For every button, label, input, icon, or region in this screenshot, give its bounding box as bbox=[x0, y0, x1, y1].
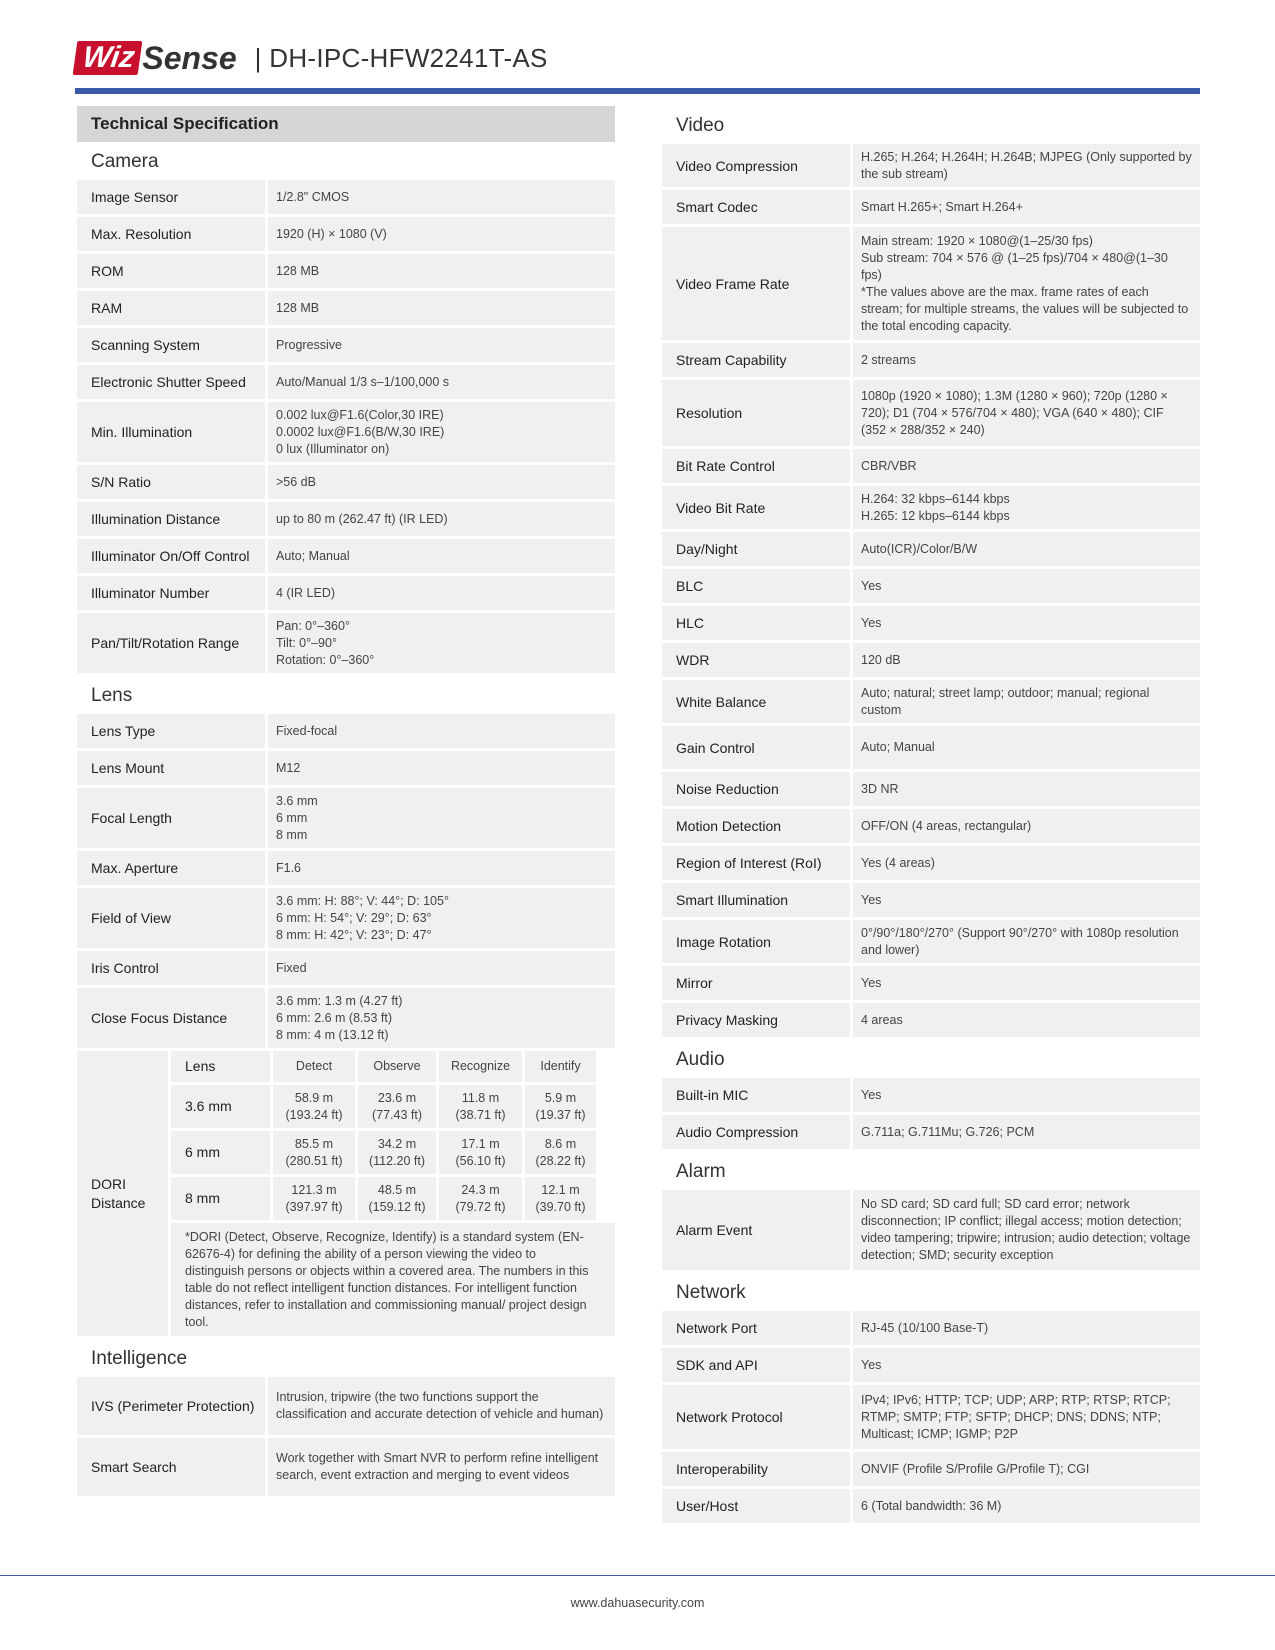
spec-row bbox=[77, 502, 615, 536]
spec-value: 4 areas bbox=[853, 1003, 1200, 1037]
model-title: | DH-IPC-HFW2241T-AS bbox=[254, 42, 548, 73]
spec-row bbox=[662, 772, 1200, 806]
section-heading: Camera bbox=[91, 151, 159, 172]
spec-row bbox=[662, 1311, 1200, 1345]
spec-value: Yes bbox=[853, 1348, 1200, 1382]
spec-key: Field of View bbox=[77, 888, 265, 948]
spec-value: H.264: 32 kbps–6144 kbps H.265: 12 kbps–6144 kbps bbox=[853, 486, 1200, 529]
section-heading: Lens bbox=[91, 685, 133, 706]
spec-key: Image Rotation bbox=[662, 920, 850, 963]
spec-row bbox=[662, 920, 1200, 963]
spec-row bbox=[77, 888, 615, 948]
spec-value: Auto; Manual bbox=[853, 726, 1200, 769]
spec-value: 0°/90°/180°/270° (Support 90°/270° with 1080p resolution and lower) bbox=[853, 920, 1200, 963]
spec-key: WDR bbox=[662, 643, 850, 677]
dori-cell: 8 mm bbox=[171, 1177, 270, 1220]
spec-value: Yes bbox=[853, 606, 1200, 640]
section-heading: Audio bbox=[676, 1049, 725, 1070]
spec-row bbox=[662, 144, 1200, 187]
spec-row bbox=[662, 1078, 1200, 1112]
dori-header-row bbox=[171, 1051, 615, 1082]
spec-key: Smart Illumination bbox=[662, 883, 850, 917]
spec-value: Yes (4 areas) bbox=[853, 846, 1200, 880]
dori-cell: 85.5 m (280.51 ft) bbox=[273, 1131, 355, 1174]
spec-value: ONVIF (Profile S/Profile G/Profile T); CGI bbox=[853, 1452, 1200, 1486]
dori-cell: 3.6 mm bbox=[171, 1085, 270, 1128]
spec-key: Max. Resolution bbox=[77, 217, 265, 251]
spec-row bbox=[662, 883, 1200, 917]
spec-key: ROM bbox=[77, 254, 265, 288]
spec-key: Network Protocol bbox=[662, 1385, 850, 1449]
spec-row bbox=[77, 1377, 615, 1435]
spec-key: Pan/Tilt/Rotation Range bbox=[77, 613, 265, 673]
spec-key: Smart Search bbox=[77, 1438, 265, 1496]
spec-value: Yes bbox=[853, 966, 1200, 1000]
spec-value: RJ-45 (10/100 Base-T) bbox=[853, 1311, 1200, 1345]
dori-cell: 24.3 m (79.72 ft) bbox=[439, 1177, 522, 1220]
spec-value: Fixed bbox=[268, 951, 615, 985]
spec-row bbox=[77, 988, 615, 1048]
dori-cell: 8.6 m (28.22 ft) bbox=[525, 1131, 596, 1174]
spec-value: Auto; Manual bbox=[268, 539, 615, 573]
spec-value: Main stream: 1920 × 1080@(1–25/30 fps) Sub stream: 704 × 576 @ (1–25 fps)/704 × 480@(1–30 fps) *The values above are the max. frame rates of each stream; for multiple streams, the values will be subjected to the total encoding capacity. bbox=[853, 227, 1200, 340]
dori-header-cell: Detect bbox=[273, 1051, 355, 1082]
spec-value: 128 MB bbox=[268, 254, 615, 288]
spec-key: Resolution bbox=[662, 380, 850, 446]
spec-key: Built-in MIC bbox=[662, 1078, 850, 1112]
spec-value: 6 (Total bandwidth: 36 M) bbox=[853, 1489, 1200, 1523]
spec-key: Scanning System bbox=[77, 328, 265, 362]
spec-row bbox=[77, 402, 615, 462]
spec-value: 3.6 mm: 1.3 m (4.27 ft) 6 mm: 2.6 m (8.53 ft) 8 mm: 4 m (13.12 ft) bbox=[268, 988, 615, 1048]
header bbox=[75, 38, 548, 78]
spec-row bbox=[77, 291, 615, 325]
left-column bbox=[77, 106, 615, 1499]
spec-key: Focal Length bbox=[77, 788, 265, 848]
section-heading: Alarm bbox=[676, 1161, 726, 1182]
dori-cell: 17.1 m (56.10 ft) bbox=[439, 1131, 522, 1174]
spec-value: Smart H.265+; Smart H.264+ bbox=[853, 190, 1200, 224]
dori-row bbox=[171, 1085, 615, 1128]
dori-cell: 34.2 m (112.20 ft) bbox=[358, 1131, 436, 1174]
spec-value: 120 dB bbox=[853, 643, 1200, 677]
spec-key: Max. Aperture bbox=[77, 851, 265, 885]
dori-cell: 6 mm bbox=[171, 1131, 270, 1174]
spec-key: IVS (Perimeter Protection) bbox=[77, 1377, 265, 1435]
spec-key: Lens Mount bbox=[77, 751, 265, 785]
dori-row bbox=[171, 1131, 615, 1174]
spec-key: Interoperability bbox=[662, 1452, 850, 1486]
spec-key: Video Bit Rate bbox=[662, 486, 850, 529]
spec-value: Work together with Smart NVR to perform refine intelligent search, event extraction and merging to event videos bbox=[268, 1438, 615, 1496]
spec-value: 4 (IR LED) bbox=[268, 576, 615, 610]
section-heading: Intelligence bbox=[91, 1348, 188, 1369]
spec-value: Auto/Manual 1/3 s–1/100,000 s bbox=[268, 365, 615, 399]
dori-cell: 48.5 m (159.12 ft) bbox=[358, 1177, 436, 1220]
spec-row bbox=[77, 180, 615, 214]
spec-row bbox=[662, 846, 1200, 880]
spec-key: Alarm Event bbox=[662, 1190, 850, 1270]
spec-title: Technical Specification bbox=[77, 106, 615, 142]
dori-cell: 12.1 m (39.70 ft) bbox=[525, 1177, 596, 1220]
spec-row bbox=[662, 1190, 1200, 1270]
spec-value: Fixed-focal bbox=[268, 714, 615, 748]
spec-row bbox=[77, 751, 615, 785]
spec-value: M12 bbox=[268, 751, 615, 785]
spec-key: Mirror bbox=[662, 966, 850, 1000]
spec-value: Progressive bbox=[268, 328, 615, 362]
dori-row bbox=[171, 1177, 615, 1220]
spec-value: 1080p (1920 × 1080); 1.3M (1280 × 960); 720p (1280 × 720); D1 (704 × 576/704 × 480); VGA (640 × 480); CIF (352 × 288/352 × 240) bbox=[853, 380, 1200, 446]
spec-key: Stream Capability bbox=[662, 343, 850, 377]
spec-value: Auto(ICR)/Color/B/W bbox=[853, 532, 1200, 566]
spec-row bbox=[662, 343, 1200, 377]
spec-key: Image Sensor bbox=[77, 180, 265, 214]
dori-note: *DORI (Detect, Observe, Recognize, Identify) is a standard system (EN-62676-4) for defining the ability of a person viewing the video to distinguish persons or objects within a covered area. The numbers in this table do not reflect intelligent function distances. For intelligent function distances, refer to installation and commissioning manual/ project design tool. bbox=[171, 1223, 615, 1336]
brand-logo-sense: Sense bbox=[142, 39, 237, 76]
spec-value: Pan: 0°–360° Tilt: 0°–90° Rotation: 0°–360° bbox=[268, 613, 615, 673]
spec-row bbox=[662, 726, 1200, 769]
spec-row bbox=[77, 539, 615, 573]
spec-value: 3.6 mm 6 mm 8 mm bbox=[268, 788, 615, 848]
spec-value: Yes bbox=[853, 883, 1200, 917]
spec-key: Lens Type bbox=[77, 714, 265, 748]
spec-value: 3.6 mm: H: 88°; V: 44°; D: 105° 6 mm: H: 54°; V: 29°; D: 63° 8 mm: H: 42°; V: 23°; D: 47° bbox=[268, 888, 615, 948]
spec-row bbox=[662, 380, 1200, 446]
spec-row bbox=[662, 569, 1200, 603]
spec-key: Min. Illumination bbox=[77, 402, 265, 462]
spec-value: No SD card; SD card full; SD card error; network disconnection; IP conflict; illegal access; motion detection; video tampering; tripwire; intrusion; audio detection; voltage detection; SMD; security exception bbox=[853, 1190, 1200, 1270]
dori-cell: 11.8 m (38.71 ft) bbox=[439, 1085, 522, 1128]
spec-row bbox=[77, 1438, 615, 1496]
spec-key: Illuminator Number bbox=[77, 576, 265, 610]
dori-cell: 5.9 m (19.37 ft) bbox=[525, 1085, 596, 1128]
spec-row bbox=[77, 613, 615, 673]
spec-key: Electronic Shutter Speed bbox=[77, 365, 265, 399]
spec-row bbox=[662, 643, 1200, 677]
spec-row bbox=[662, 486, 1200, 529]
spec-value: IPv4; IPv6; HTTP; TCP; UDP; ARP; RTP; RTSP; RTCP; RTMP; SMTP; FTP; SFTP; DHCP; DNS; DDNS; NTP; Multicast; ICMP; IGMP; P2P bbox=[853, 1385, 1200, 1449]
spec-row bbox=[662, 680, 1200, 723]
spec-row bbox=[662, 1348, 1200, 1382]
spec-row bbox=[77, 951, 615, 985]
section-heading: Video bbox=[676, 115, 725, 136]
spec-key: Network Port bbox=[662, 1311, 850, 1345]
spec-value: 1/2.8" CMOS bbox=[268, 180, 615, 214]
spec-key: Close Focus Distance bbox=[77, 988, 265, 1048]
spec-row bbox=[662, 1003, 1200, 1037]
spec-row bbox=[662, 606, 1200, 640]
dori-table bbox=[77, 1051, 615, 1336]
spec-value: 1920 (H) × 1080 (V) bbox=[268, 217, 615, 251]
header-divider bbox=[75, 88, 1200, 94]
spec-row bbox=[77, 217, 615, 251]
spec-row bbox=[662, 227, 1200, 340]
spec-key: Noise Reduction bbox=[662, 772, 850, 806]
spec-row bbox=[662, 1489, 1200, 1523]
spec-key: Video Compression bbox=[662, 144, 850, 187]
spec-value: 3D NR bbox=[853, 772, 1200, 806]
spec-row bbox=[77, 328, 615, 362]
spec-value: Auto; natural; street lamp; outdoor; manual; regional custom bbox=[853, 680, 1200, 723]
spec-key: White Balance bbox=[662, 680, 850, 723]
spec-key: BLC bbox=[662, 569, 850, 603]
spec-key: Day/Night bbox=[662, 532, 850, 566]
spec-key: RAM bbox=[77, 291, 265, 325]
spec-row bbox=[662, 1115, 1200, 1149]
spec-value: >56 dB bbox=[268, 465, 615, 499]
spec-row bbox=[662, 449, 1200, 483]
spec-row bbox=[662, 532, 1200, 566]
spec-key: Iris Control bbox=[77, 951, 265, 985]
spec-row bbox=[662, 809, 1200, 843]
spec-value: H.265; H.264; H.264H; H.264B; MJPEG (Only supported by the sub stream) bbox=[853, 144, 1200, 187]
spec-row bbox=[77, 576, 615, 610]
spec-row bbox=[662, 1385, 1200, 1449]
dori-header-cell: Lens bbox=[171, 1051, 270, 1082]
spec-value: 2 streams bbox=[853, 343, 1200, 377]
dori-label: DORI Distance bbox=[77, 1051, 168, 1336]
spec-value: F1.6 bbox=[268, 851, 615, 885]
spec-value: G.711a; G.711Mu; G.726; PCM bbox=[853, 1115, 1200, 1149]
spec-key: Audio Compression bbox=[662, 1115, 850, 1149]
spec-key: Illuminator On/Off Control bbox=[77, 539, 265, 573]
spec-key: SDK and API bbox=[662, 1348, 850, 1382]
spec-value: 0.002 lux@F1.6(Color,30 IRE) 0.0002 lux@F1.6(B/W,30 IRE) 0 lux (Illuminator on) bbox=[268, 402, 615, 462]
spec-row bbox=[77, 254, 615, 288]
spec-key: Gain Control bbox=[662, 726, 850, 769]
right-column bbox=[662, 106, 1200, 1526]
spec-value: OFF/ON (4 areas, rectangular) bbox=[853, 809, 1200, 843]
spec-value: 128 MB bbox=[268, 291, 615, 325]
spec-key: Bit Rate Control bbox=[662, 449, 850, 483]
spec-value: Intrusion, tripwire (the two functions support the classification and accurate detection of vehicle and human) bbox=[268, 1377, 615, 1435]
spec-row bbox=[77, 851, 615, 885]
spec-key: Video Frame Rate bbox=[662, 227, 850, 340]
section-heading: Network bbox=[676, 1282, 746, 1303]
dori-cell: 58.9 m (193.24 ft) bbox=[273, 1085, 355, 1128]
spec-key: HLC bbox=[662, 606, 850, 640]
dori-header-cell: Recognize bbox=[439, 1051, 522, 1082]
spec-row bbox=[662, 1452, 1200, 1486]
spec-value: up to 80 m (262.47 ft) (IR LED) bbox=[268, 502, 615, 536]
dori-cell: 121.3 m (397.97 ft) bbox=[273, 1177, 355, 1220]
spec-row bbox=[77, 788, 615, 848]
spec-value: CBR/VBR bbox=[853, 449, 1200, 483]
spec-row bbox=[662, 966, 1200, 1000]
spec-value: Yes bbox=[853, 569, 1200, 603]
spec-key: S/N Ratio bbox=[77, 465, 265, 499]
footer-url: www.dahuasecurity.com bbox=[570, 1596, 705, 1610]
spec-key: Region of Interest (RoI) bbox=[662, 846, 850, 880]
spec-key: Illumination Distance bbox=[77, 502, 265, 536]
brand-logo-wiz: Wiz bbox=[73, 41, 143, 75]
dori-cell: 23.6 m (77.43 ft) bbox=[358, 1085, 436, 1128]
spec-key: Privacy Masking bbox=[662, 1003, 850, 1037]
dori-header-cell: Observe bbox=[358, 1051, 436, 1082]
dori-header-cell: Identify bbox=[525, 1051, 596, 1082]
spec-row bbox=[77, 465, 615, 499]
spec-key: Motion Detection bbox=[662, 809, 850, 843]
spec-row bbox=[77, 714, 615, 748]
spec-row bbox=[662, 190, 1200, 224]
spec-value: Yes bbox=[853, 1078, 1200, 1112]
footer-divider bbox=[0, 1575, 1275, 1576]
spec-row bbox=[77, 365, 615, 399]
spec-key: User/Host bbox=[662, 1489, 850, 1523]
spec-key: Smart Codec bbox=[662, 190, 850, 224]
